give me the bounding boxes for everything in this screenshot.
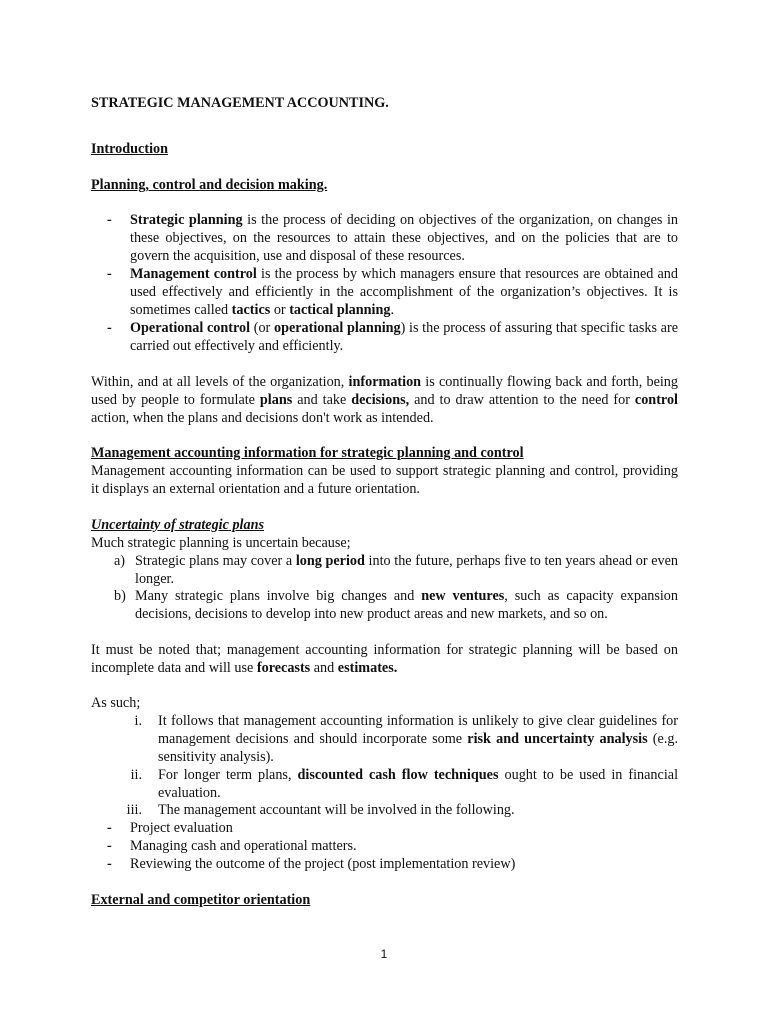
introduction-heading: Introduction [91, 141, 168, 157]
bullet-term: operational planning [273, 320, 401, 336]
item-text: (e.g. sensitivity analysis). [158, 731, 679, 765]
bullet-management-control [107, 265, 678, 319]
management-accounting-paragraph: Management accounting information can be used to support strategic planning and control, providing it displays an external orientation and a future orientation. [91, 463, 678, 497]
page-number: 1 [380, 947, 388, 961]
bullet-text: ) is the process of assuring that specific tasks are carried out effectively and efficiently. [130, 320, 678, 354]
item-text: Many strategic plans involve big changes and [135, 588, 422, 604]
para-bold: information [348, 374, 422, 390]
bullet-term: tactics [231, 302, 271, 318]
bullet-text: Reviewing the outcome of the project (post implementation review) [130, 856, 516, 872]
bullet-text: is the process by which managers ensure that resources are obtained and used effectively and efficiently in the accomplishment of the organization’s objectives. It is sometimes called [130, 266, 678, 318]
bullet-term: Strategic planning [130, 212, 243, 228]
list-mark: a) [114, 553, 126, 569]
item-text: into the future, perhaps five to ten years ahead or even longer. [135, 553, 678, 587]
planning-heading: Planning, control and decision making. [91, 177, 328, 193]
sub-bullet-project-evaluation [107, 819, 678, 837]
para-bold: decisions, [351, 392, 410, 408]
item-text: , such as capacity expansion decisions, decisions to develop into new product areas and new markets, and so on. [135, 588, 678, 622]
para-text: and take [292, 392, 352, 408]
as-such-label: As such; [91, 695, 141, 711]
list-mark: b) [114, 588, 126, 604]
para-bold: plans [259, 392, 293, 408]
bullet-mark: - [107, 820, 112, 836]
item-bold: long period [295, 553, 365, 569]
noted-paragraph [91, 641, 678, 677]
item-text: Strategic plans may cover a [135, 553, 296, 569]
bullet-term: Management control [130, 266, 257, 282]
bullet-term: Operational control [130, 320, 251, 336]
para-bold: estimates. [337, 660, 398, 676]
item-text: For longer term plans, [158, 767, 298, 783]
bullet-mark: - [107, 320, 112, 336]
item-bold: discounted cash flow techniques [297, 767, 499, 783]
list-mark: ii. [130, 767, 142, 783]
item-text: The management accountant will be involved in the following. [158, 802, 515, 818]
para-bold: forecasts [256, 660, 311, 676]
bullet-text: is the process of deciding on objectives of the organization, on changes in these objectives, on the resources to attain these objectives, and on the policies that are to govern the acquisition, use and disposal of these resources. [130, 212, 678, 264]
external-orientation-heading: External and competitor orientation [91, 892, 311, 908]
para-bold: control [634, 392, 678, 408]
sub-bullet-managing-cash [107, 837, 678, 855]
item-text: ought to be used in financial evaluation. [158, 767, 679, 801]
para-text: It must be noted that; management accounting information for strategic planning will be based on incomplete data and will use [91, 642, 678, 676]
para-text: action, when the plans and decisions don't work as intended. [91, 410, 434, 426]
bullet-text: (or [250, 320, 274, 336]
roman-item-i [100, 712, 678, 766]
bullet-mark: - [107, 856, 112, 872]
bullet-text: Project evaluation [130, 820, 233, 836]
bullet-strategic-planning [107, 211, 678, 265]
information-paragraph [91, 373, 678, 427]
item-text: It follows that management accounting information is unlikely to give clear guidelines for management decisions and should incorporate some [158, 713, 678, 747]
bullet-mark: - [107, 266, 112, 282]
item-bold: new ventures [421, 588, 505, 604]
bullet-term: tactical planning [289, 302, 391, 318]
para-text: Within, and at all levels of the organization, [91, 374, 349, 390]
sub-bullet-reviewing-outcome [107, 855, 678, 873]
management-accounting-heading: Management accounting information for strategic planning and control [91, 445, 524, 461]
para-text: and [310, 660, 338, 676]
roman-item-iii [100, 801, 678, 819]
list-mark: iii. [126, 802, 142, 818]
item-bold: risk and uncertainty analysis [467, 731, 648, 747]
bullet-operational-control [107, 319, 678, 355]
uncertainty-heading: Uncertainty of strategic plans [91, 517, 265, 533]
bullet-mark: - [107, 838, 112, 854]
document-title: STRATEGIC MANAGEMENT ACCOUNTING. [91, 95, 389, 111]
roman-item-ii [100, 766, 678, 802]
bullet-text: Managing cash and operational matters. [130, 838, 357, 854]
bullet-mark: - [107, 212, 112, 228]
alpha-item-a [114, 552, 678, 588]
bullet-text: . [390, 302, 395, 318]
list-mark: i. [134, 713, 142, 729]
alpha-item-b [114, 587, 678, 623]
bullet-text: or [270, 302, 290, 318]
para-text: is continually flowing back and forth, being used by people to formulate [91, 374, 678, 408]
para-text: and to draw attention to the need for [409, 392, 635, 408]
uncertainty-intro: Much strategic planning is uncertain because; [91, 535, 351, 551]
